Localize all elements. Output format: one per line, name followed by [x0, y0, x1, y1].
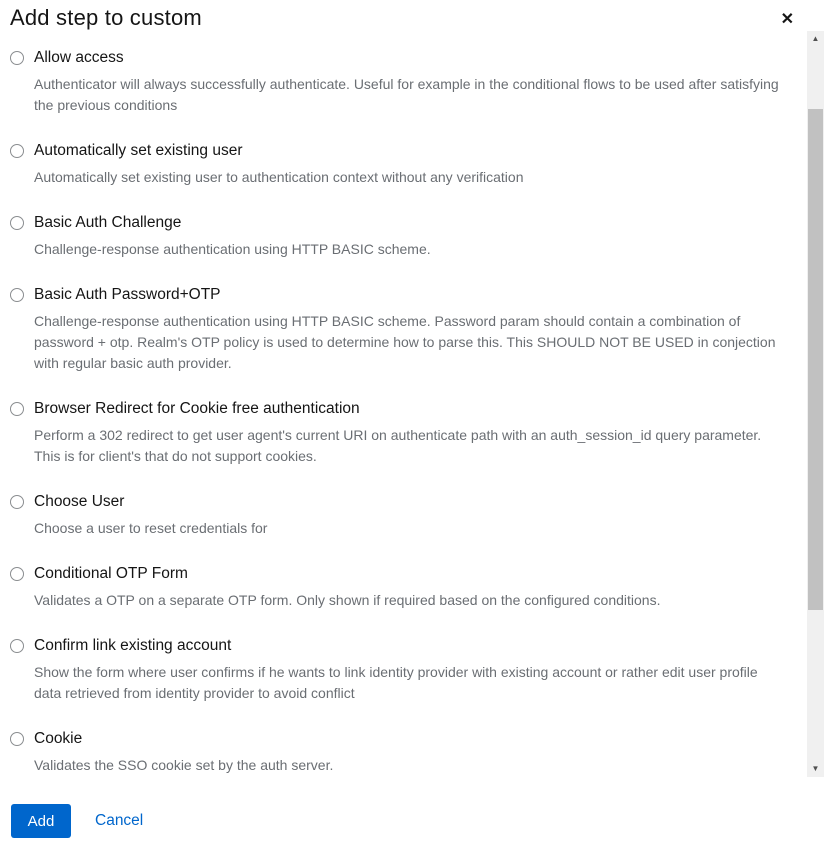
option-browser-redirect-cookie-free[interactable] [10, 397, 780, 421]
option-description: Perform a 302 redirect to get user agent's current URI on authenticate path with an auth_session_id query parameter. This is for client's that do not support cookies. [34, 427, 762, 464]
option-choose-user[interactable] [10, 490, 780, 514]
option-title: Conditional OTP Form [34, 565, 188, 582]
option-description: Show the form where user confirms if he wants to link identity provider with existing account or rather edit user profile data retrieved from identity provider to avoid conflict [34, 664, 758, 701]
list-item [10, 211, 780, 260]
dialog-footer [11, 804, 143, 838]
option-basic-auth-password-otp[interactable] [10, 283, 780, 307]
list-item [10, 634, 780, 704]
scrollbar[interactable] [807, 31, 824, 777]
list-item [10, 727, 780, 776]
radio-button[interactable] [10, 639, 24, 653]
radio-button[interactable] [10, 144, 24, 158]
option-title: Automatically set existing user [34, 142, 243, 159]
option-title: Confirm link existing account [34, 637, 232, 654]
radio-button[interactable] [10, 732, 24, 746]
option-title: Cookie [34, 730, 83, 747]
option-description: Authenticator will always successfully authenticate. Useful for example in the conditional flows to be used after satisfying the previous conditions [34, 76, 779, 113]
radio-button[interactable] [10, 288, 24, 302]
radio-button[interactable] [10, 567, 24, 581]
option-automatically-set-existing-user[interactable] [10, 139, 780, 163]
list-item [10, 562, 780, 611]
radio-button[interactable] [10, 51, 24, 65]
option-allow-access[interactable] [10, 46, 780, 70]
option-title: Browser Redirect for Cookie free authentication [34, 400, 360, 417]
scrollbar-thumb[interactable] [808, 109, 823, 610]
option-title: Allow access [34, 49, 124, 66]
cancel-button[interactable]: Cancel [95, 812, 144, 829]
add-button[interactable]: Add [11, 804, 71, 838]
option-description: Challenge-response authentication using HTTP BASIC scheme. [34, 241, 431, 257]
radio-button[interactable] [10, 216, 24, 230]
scroll-up-icon[interactable]: ▲ [811, 34, 820, 43]
list-item [10, 139, 780, 188]
option-description: Choose a user to reset credentials for [34, 520, 268, 536]
option-title: Choose User [34, 493, 125, 510]
list-item [10, 490, 780, 539]
option-description: Validates the SSO cookie set by the auth server. [34, 757, 334, 773]
option-confirm-link-existing-account[interactable] [10, 634, 780, 658]
list-item [10, 397, 780, 467]
option-description: Validates a OTP on a separate OTP form. Only shown if required based on the configured conditions. [34, 592, 661, 608]
radio-button[interactable] [10, 495, 24, 509]
list-item [10, 283, 780, 374]
dialog-header [10, 4, 798, 34]
close-icon[interactable]: ✕ [777, 6, 798, 34]
dialog-title: Add step to custom [10, 5, 202, 30]
option-title: Basic Auth Password+OTP [34, 286, 221, 303]
list-item [10, 46, 780, 116]
radio-button[interactable] [10, 402, 24, 416]
option-basic-auth-challenge[interactable] [10, 211, 780, 235]
option-title: Basic Auth Challenge [34, 214, 182, 231]
option-conditional-otp-form[interactable] [10, 562, 780, 586]
option-cookie[interactable] [10, 727, 780, 751]
option-description: Automatically set existing user to authentication context without any verification [34, 169, 524, 185]
scroll-down-icon[interactable]: ▼ [811, 764, 820, 773]
step-option-list [10, 46, 780, 778]
option-description: Challenge-response authentication using HTTP BASIC scheme. Password param should contain a combination of password + otp. Realm's OTP policy is used to determine how to parse this. This SHOULD NOT BE USED in conjection with regular basic auth provider. [34, 313, 776, 371]
